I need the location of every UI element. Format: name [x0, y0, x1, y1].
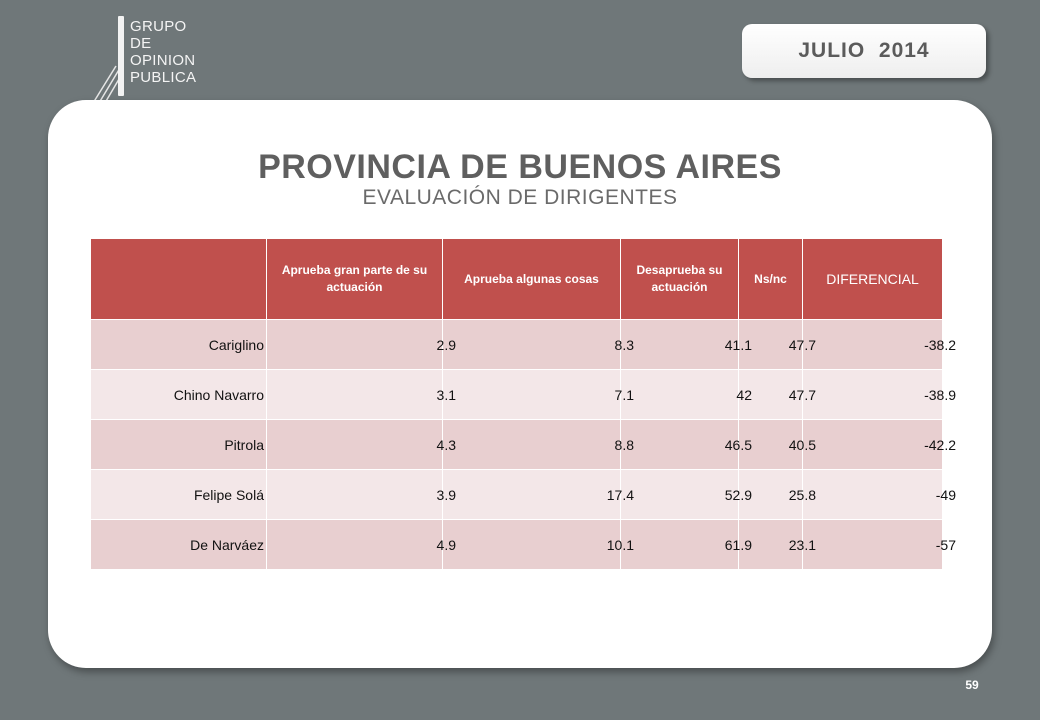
table-row: [91, 470, 943, 520]
header-nsnc: Ns/nc: [739, 239, 803, 320]
cell-value: 52.9: [724, 486, 752, 503]
cell-value: 47.7: [788, 386, 816, 403]
table-row: [91, 520, 943, 570]
row-value-cell: [803, 370, 956, 420]
cell-value: 46.5: [724, 436, 752, 453]
logo-bar: [118, 16, 124, 96]
cell-value: 10.1: [606, 536, 634, 553]
cell-value: -49: [935, 486, 956, 503]
row-value-cell: [267, 520, 456, 570]
cell-value: 40.5: [788, 436, 816, 453]
row-value-cell: [443, 420, 634, 470]
row-value-cell: [443, 370, 634, 420]
row-value-cell: [267, 470, 456, 520]
row-value-cell: [443, 470, 634, 520]
row-value-cell: [803, 470, 956, 520]
content-card: [48, 100, 992, 668]
row-name-cell: De Narváez: [91, 520, 267, 570]
logo-line-4: PUBLICA: [130, 69, 197, 86]
header-approve-some: Aprueba algunas cosas: [443, 239, 621, 320]
row-value-cell: [621, 370, 752, 420]
row-value-cell: [621, 470, 752, 520]
table-row: [91, 420, 943, 470]
logo-text: [130, 18, 196, 86]
cell-value: 17.4: [606, 486, 634, 503]
row-value-cell: [443, 520, 634, 570]
cell-value: 61.9: [724, 536, 752, 553]
evaluation-table: [90, 238, 956, 570]
cell-value: 47.7: [788, 336, 816, 353]
row-value-cell: [621, 420, 752, 470]
cell-value: 23.1: [788, 536, 816, 553]
date-badge: [742, 24, 986, 78]
cell-value: 8.8: [614, 436, 634, 453]
cell-value: 4.3: [436, 436, 456, 453]
row-value-cell: [803, 320, 956, 370]
cell-value: 41.1: [724, 336, 752, 353]
cell-value: -38.2: [924, 336, 956, 353]
row-value-cell: [803, 420, 956, 470]
cell-value: -42.2: [924, 436, 956, 453]
cell-value: 8.3: [614, 336, 634, 353]
page-title: PROVINCIA DE BUENOS AIRES: [258, 148, 782, 186]
cell-value: -57: [935, 536, 956, 553]
cell-value: 4.9: [436, 536, 456, 553]
row-name-cell: Chino Navarro: [91, 370, 267, 420]
row-value-cell: [621, 520, 752, 570]
row-name-cell: Felipe Solá: [91, 470, 267, 520]
row-value-cell: [621, 320, 752, 370]
table-header-row: [91, 239, 943, 320]
row-name-cell: Pitrola: [91, 420, 267, 470]
page-number: 59: [965, 678, 979, 692]
row-value-cell: [267, 320, 456, 370]
row-value-cell: [443, 320, 634, 370]
cell-value: 42: [736, 386, 752, 403]
logo-line-1: GRUPO: [130, 18, 187, 35]
logo-line-3: OPINION: [130, 52, 196, 69]
cell-value: 3.9: [436, 486, 456, 503]
header-empty: [91, 239, 267, 320]
table-row: [91, 370, 943, 420]
header-approve-most: Aprueba gran parte de su actuación: [267, 239, 443, 320]
logo-line-2: DE: [130, 35, 152, 52]
row-value-cell: [267, 370, 456, 420]
page-subtitle: EVALUACIÓN DE DIRIGENTES: [362, 186, 678, 209]
cell-value: 7.1: [614, 386, 634, 403]
row-value-cell: [267, 420, 456, 470]
cell-value: 3.1: [436, 386, 456, 403]
row-name-cell: Cariglino: [91, 320, 267, 370]
cell-value: 2.9: [436, 336, 456, 353]
row-value-cell: [803, 520, 956, 570]
date-label: JULIO 2014: [798, 39, 930, 62]
cell-value: -38.9: [924, 386, 956, 403]
cell-value: 25.8: [788, 486, 816, 503]
table-row: [91, 320, 943, 370]
header-differential: DIFERENCIAL: [803, 239, 943, 320]
header-disapprove: Desaprueba su actuación: [621, 239, 739, 320]
group-logo: [86, 14, 216, 104]
